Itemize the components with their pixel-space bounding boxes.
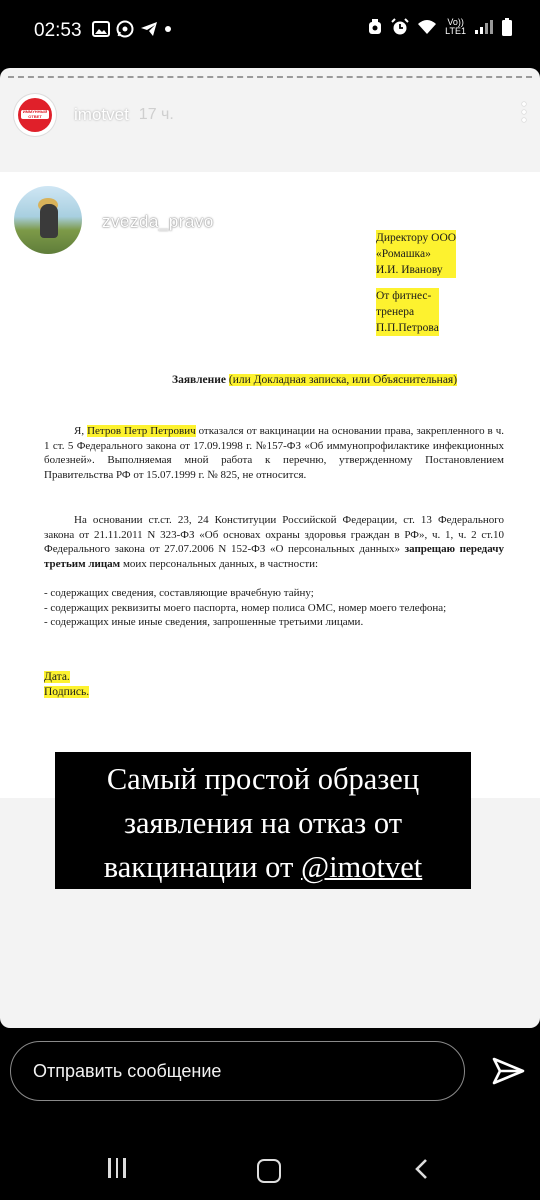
whatsapp-icon [116, 20, 134, 38]
gallery-icon [92, 21, 110, 37]
caption-line: заявления на отказ от [123, 806, 403, 840]
list-item: - содержащих иные иные сведения, запрошенные третьими лицами. [44, 616, 364, 628]
title-main: Заявление [172, 374, 227, 386]
watermark-text: zvezda_pravo [102, 212, 214, 231]
account-name[interactable]: imotvet [74, 105, 129, 124]
title-alternatives: (или Докладная записка, или Объяснительная) [228, 374, 458, 386]
caption-line: вакцинации от @imotvet [103, 850, 423, 884]
story-header [14, 92, 174, 138]
notification-dot-icon [164, 25, 172, 33]
battery-icon [502, 18, 512, 36]
recipient-line: И.И. Иванову [376, 262, 456, 278]
signal-icon [474, 19, 494, 35]
story-progress-bar [8, 76, 532, 80]
reply-bar[interactable] [10, 1041, 465, 1101]
alarm-icon [391, 18, 409, 36]
caption-line: Самый простой образец [106, 762, 420, 796]
story-age: 17 ч. [138, 106, 174, 123]
recipient-block [376, 230, 456, 278]
sender-line: П.П.Петрова [376, 322, 439, 334]
status-time: 02:53 [34, 20, 82, 41]
brand-logo-text: ИММУННЫЙ ОТВЕТ [22, 109, 48, 119]
brand-logo [18, 98, 52, 132]
caption-handle[interactable]: @imotvet [300, 850, 423, 884]
prohibition-text: запрещаю передачу третьим лицам [44, 543, 505, 570]
recipient-line: Директору ООО [376, 232, 457, 244]
story-viewer[interactable] [0, 68, 540, 1028]
signature-block [44, 670, 89, 700]
sender-line: тренера [376, 304, 439, 320]
home-icon[interactable] [257, 1159, 281, 1183]
bullet-list [44, 586, 504, 630]
more-options-icon[interactable] [522, 102, 526, 126]
telegram-icon [140, 21, 158, 37]
wifi-icon [417, 19, 437, 35]
document-image [0, 172, 540, 798]
signature-label: Подпись. [44, 686, 90, 698]
list-item: - содержащих сведения, составляющие врачебную тайну; [44, 587, 314, 599]
sender-block [376, 288, 439, 336]
recipient-line: «Ромашка» [376, 246, 456, 262]
caption-sticker [55, 752, 471, 889]
applicant-name: Петров Петр Петрович [87, 425, 196, 437]
alarm-silent-icon [367, 18, 383, 36]
paragraph-refusal: Я, Петров Петр Петрович отказался от вакцинации на основании права, закрепленного в ч. 1 ст. 5 Федерального закона от 17.09.1998 г. №157-ФЗ «Об иммунопрофилактике инфекционных болезней». Выполняемая мной работа к перечню, утвержденному Постановлением Правительства РФ от 15.07.1999 г. № 825, не относится. [44, 425, 504, 481]
notification-icons [92, 20, 172, 38]
author-photo [14, 186, 82, 254]
status-bar [0, 0, 540, 60]
system-icons [367, 18, 512, 36]
recents-icon[interactable] [108, 1158, 130, 1180]
message-input[interactable] [31, 1042, 435, 1101]
paragraph-data-protection: На основании ст.ст. 23, 24 Конституции Российской Федерации, ст. 13 Федерального закона от 21.11.2011 N 323-ФЗ «Об основах охраны здоровья граждан в РФ», ч. 1, ч. 2 ст.10 Федерального закона от 27.07.2006 N 152-ФЗ «О персональных данных» запрещаю передачу третьим лицам моих персональных данных, в частности: [44, 514, 505, 570]
back-icon[interactable] [413, 1158, 431, 1180]
document-title [172, 374, 457, 386]
date-label: Дата. [44, 671, 70, 683]
network-label: Vo)) LTE1 [445, 17, 466, 36]
account-avatar[interactable] [14, 94, 56, 136]
sender-line: От фитнес- [376, 288, 439, 304]
list-item: - содержащих реквизиты моего паспорта, номер полиса ОМС, номер моего телефона; [44, 601, 447, 614]
send-icon[interactable] [492, 1056, 526, 1086]
